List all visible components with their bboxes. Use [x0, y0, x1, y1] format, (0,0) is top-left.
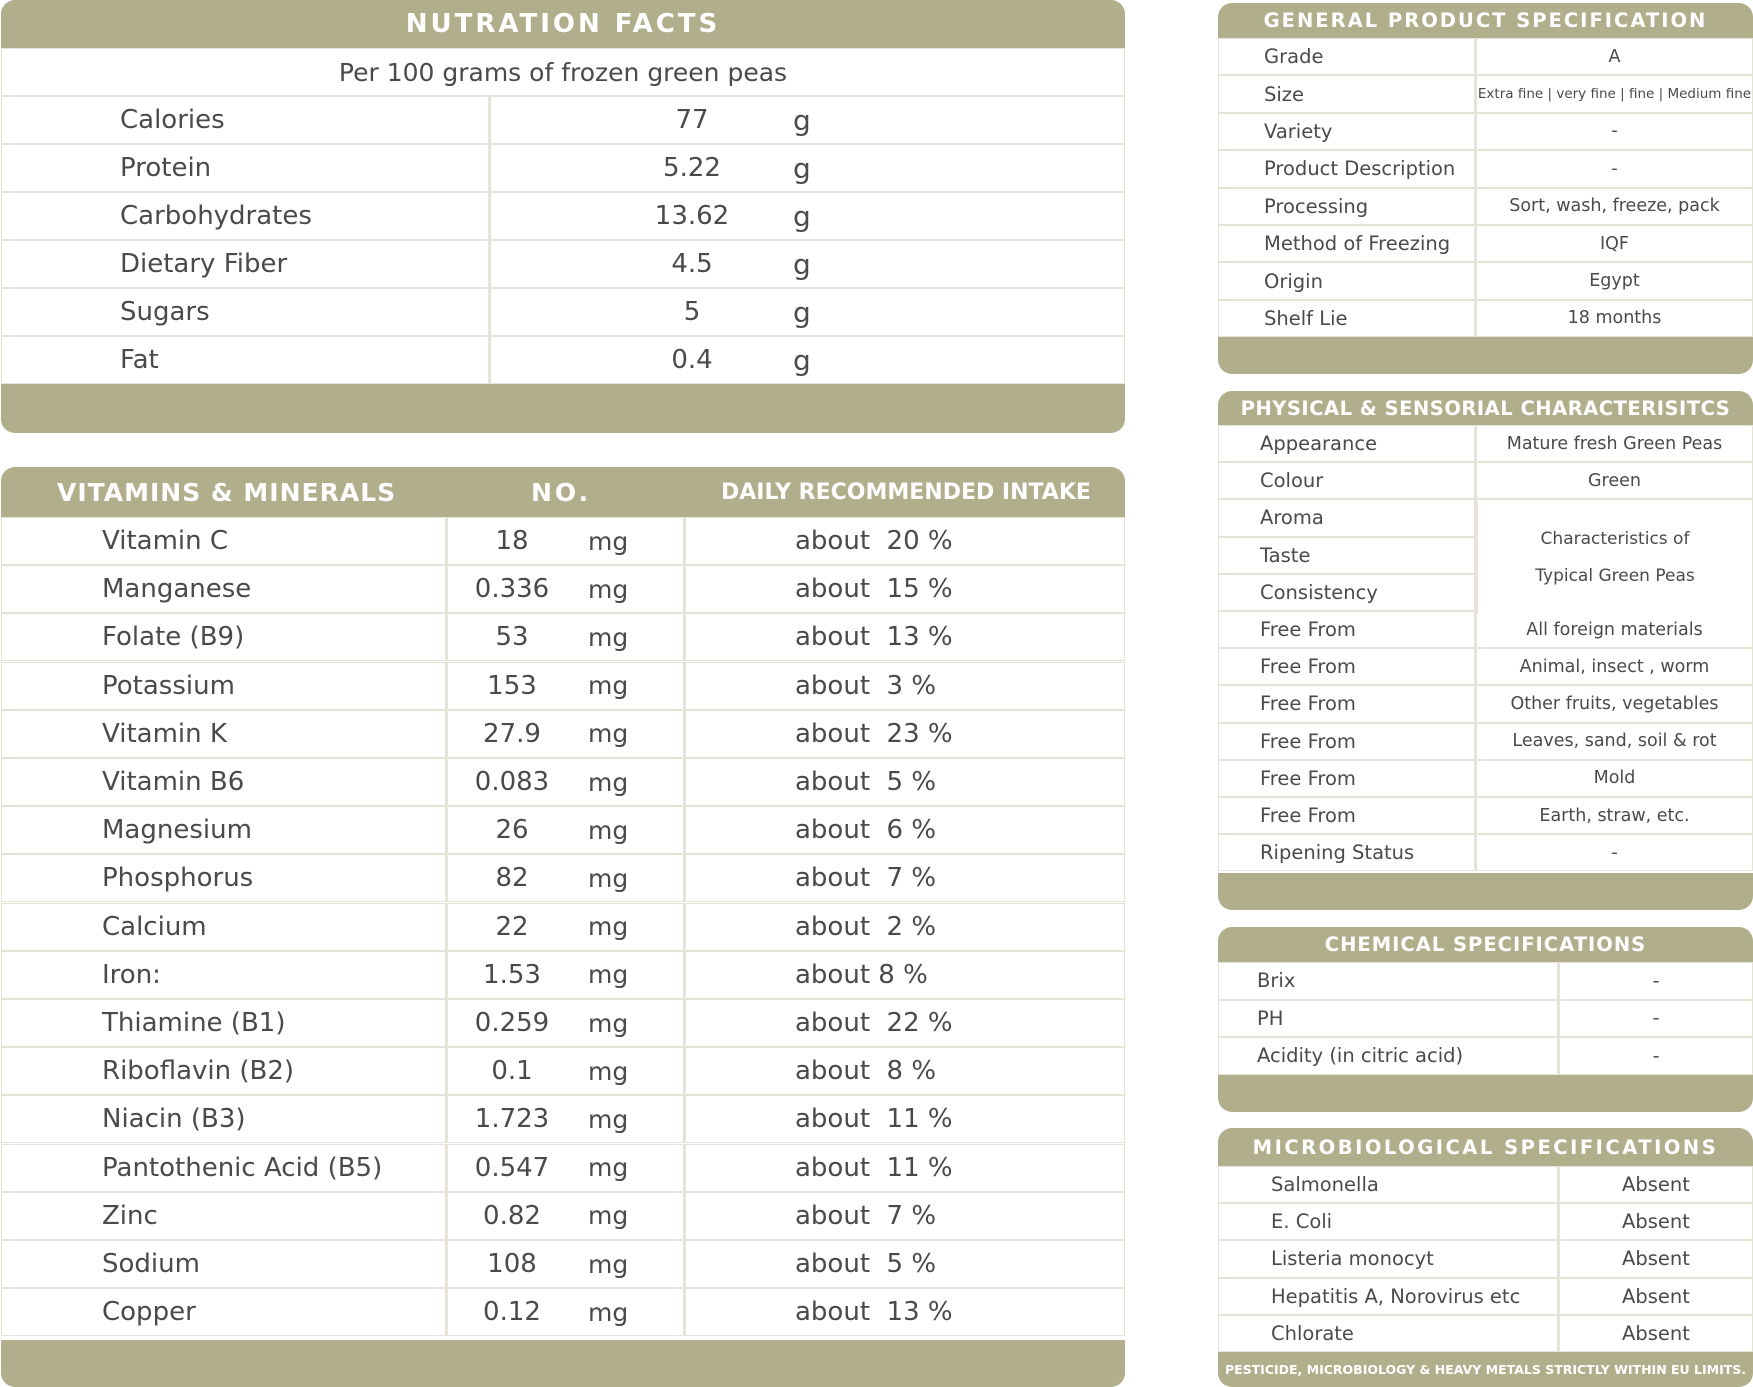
vitamin-name: Sodium — [102, 1249, 200, 1279]
general-row — [1218, 225, 1753, 262]
nutrition-title: NUTRATION FACTS — [1, 0, 1125, 48]
micro-label: E. Coli — [1271, 1210, 1333, 1234]
physical-label: Free From — [1260, 692, 1356, 716]
column-divider — [488, 241, 491, 287]
vitamin-intake: about 5 % — [795, 1249, 937, 1279]
general-label: Grade — [1264, 45, 1324, 69]
general-value: Egypt — [1589, 271, 1640, 292]
column-divider — [445, 518, 448, 564]
chemical-footer-bar — [1218, 1075, 1753, 1112]
vitamin-unit: mg — [588, 719, 629, 749]
general-label: Origin — [1264, 269, 1323, 293]
micro-value: Absent — [1622, 1321, 1690, 1345]
physical-value: Other fruits, vegetables — [1510, 693, 1719, 714]
physical-label: Ripening Status — [1260, 841, 1415, 865]
physical-label: Free From — [1260, 655, 1356, 679]
physical-row — [1218, 462, 1753, 499]
vitamin-value: 0.083 — [474, 767, 550, 797]
general-row — [1218, 113, 1753, 150]
general-value: A — [1608, 46, 1621, 67]
micro-label: Salmonella — [1271, 1173, 1379, 1197]
column-divider — [683, 1241, 686, 1287]
physical-row — [1218, 834, 1753, 871]
vitamin-name: Phosphorus — [102, 863, 254, 894]
micro-label: Listeria monocyt — [1271, 1247, 1434, 1271]
general-row — [1218, 38, 1753, 75]
vitamins-header-name: VITAMINS & MINERALS — [57, 477, 397, 507]
vitamin-name: Vitamin B6 — [102, 767, 245, 797]
nutrient-unit: g — [793, 151, 811, 185]
nutrient-name: Dietary Fiber — [120, 249, 288, 279]
vitamin-value: 0.259 — [474, 1008, 550, 1038]
physical-row — [1218, 760, 1753, 797]
vitamin-intake: about 15 % — [795, 574, 953, 605]
physical-row — [1218, 797, 1753, 834]
column-divider — [445, 1048, 448, 1094]
column-divider — [683, 1193, 686, 1239]
vitamins-footer-bar — [1, 1340, 1125, 1387]
physical-value: Leaves, sand, soil & rot — [1512, 731, 1717, 752]
vitamin-intake: about 13 % — [795, 1297, 953, 1328]
vitamin-name: Magnesium — [102, 815, 252, 846]
column-divider — [683, 663, 686, 709]
micro-value: Absent — [1622, 1284, 1690, 1308]
nutrient-unit: g — [793, 247, 811, 281]
column-divider — [488, 97, 491, 143]
column-divider — [445, 1096, 448, 1142]
vitamin-unit: mg — [588, 671, 629, 701]
vitamin-unit: mg — [588, 1104, 629, 1134]
column-divider — [683, 1096, 686, 1142]
physical-label: Free From — [1260, 804, 1356, 828]
general-row — [1218, 75, 1753, 112]
general-row — [1218, 262, 1753, 299]
general-row — [1218, 188, 1753, 225]
physical-label: Free From — [1260, 618, 1356, 642]
nutrient-unit: g — [793, 343, 811, 377]
chemical-row — [1218, 1000, 1753, 1038]
vitamin-value: 0.1 — [491, 1056, 533, 1087]
chemical-row — [1218, 962, 1753, 1000]
vitamin-unit: mg — [588, 1297, 629, 1327]
general-label: Product Description — [1264, 157, 1456, 181]
vitamin-name: Riboflavin (B2) — [102, 1056, 295, 1087]
column-divider — [683, 1000, 686, 1046]
column-divider — [683, 807, 686, 853]
vitamin-name: Calcium — [102, 911, 207, 942]
micro-value: Absent — [1622, 1247, 1690, 1271]
general-label: Variety — [1264, 119, 1333, 143]
vitamin-intake: about 11 % — [795, 1152, 953, 1183]
vitamin-value: 82 — [495, 863, 529, 894]
physical-row — [1218, 685, 1753, 722]
vitamin-name: Zinc — [102, 1200, 158, 1231]
vitamin-unit: mg — [588, 815, 629, 845]
vitamin-intake: about 7 % — [795, 1200, 937, 1231]
vitamin-name: Pantothenic Acid (B5) — [102, 1152, 383, 1183]
chemical-label: Brix — [1257, 969, 1296, 993]
vitamin-intake: about 8 % — [795, 1056, 937, 1087]
column-divider — [683, 759, 686, 805]
general-value: Extra fine | very fine | fine | Medium fine — [1477, 86, 1752, 103]
general-spec-footer-bar — [1218, 337, 1753, 374]
merged-line-1: Characteristics of — [1540, 529, 1690, 549]
micro-label: Chlorate — [1271, 1321, 1354, 1345]
micro-row — [1218, 1166, 1753, 1203]
general-value: - — [1611, 158, 1618, 179]
vitamin-intake: about 6 % — [795, 815, 937, 846]
vitamins-header-no: NO. — [531, 477, 592, 507]
column-divider — [445, 1000, 448, 1046]
physical-merged-cell — [1475, 502, 1753, 614]
vitamin-row — [1, 613, 1125, 661]
micro-row — [1218, 1240, 1753, 1277]
micro-panel — [1218, 1128, 1753, 1387]
physical-value: Mold — [1593, 768, 1636, 789]
nutrient-unit: g — [793, 199, 811, 233]
column-divider — [445, 1193, 448, 1239]
nutrient-value: 4.5 — [671, 249, 713, 279]
physical-row — [1218, 723, 1753, 760]
column-divider — [683, 711, 686, 757]
general-label: Size — [1264, 82, 1305, 106]
column-divider — [488, 337, 491, 383]
chemical-row — [1218, 1037, 1753, 1075]
vitamin-name: Niacin (B3) — [102, 1104, 246, 1135]
vitamin-unit: mg — [588, 1056, 629, 1086]
vitamin-row — [1, 1144, 1125, 1192]
micro-row — [1218, 1278, 1753, 1315]
vitamin-row — [1, 1240, 1125, 1288]
vitamin-name: Copper — [102, 1297, 196, 1328]
physical-label: Free From — [1260, 766, 1356, 790]
vitamin-row — [1, 1288, 1125, 1336]
physical-row — [1218, 611, 1753, 648]
vitamin-value: 0.82 — [483, 1200, 541, 1231]
vitamin-row — [1, 1047, 1125, 1095]
nutrient-unit: g — [793, 295, 811, 329]
column-divider — [445, 663, 448, 709]
column-divider — [683, 1145, 686, 1191]
vitamin-intake: about 20 % — [795, 526, 953, 556]
nutrient-value: 13.62 — [654, 201, 730, 231]
nutrition-row — [1, 96, 1125, 144]
chemical-label: PH — [1257, 1006, 1284, 1030]
nutrition-row — [1, 192, 1125, 240]
vitamin-intake: about 22 % — [795, 1008, 953, 1038]
micro-footer-bar — [1218, 1352, 1753, 1387]
column-divider — [683, 1289, 686, 1335]
vitamin-value: 1.723 — [474, 1104, 550, 1135]
micro-value: Absent — [1622, 1173, 1690, 1197]
physical-value: Green — [1588, 470, 1641, 491]
physical-label: Appearance — [1260, 432, 1378, 456]
column-divider — [683, 855, 686, 901]
general-value: Sort, wash, freeze, pack — [1509, 196, 1720, 217]
vitamin-name: Manganese — [102, 574, 252, 605]
physical-value: Earth, straw, etc. — [1539, 805, 1690, 826]
micro-row — [1218, 1203, 1753, 1240]
column-divider — [445, 566, 448, 612]
micro-note: PESTICIDE, MICROBIOLOGY & HEAVY METALS STRICTLY WITHIN EU LIMITS. — [1224, 1362, 1747, 1377]
physical-label: Consistency — [1260, 580, 1378, 604]
general-spec-title: GENERAL PRODUCT SPECIFICATION — [1218, 3, 1753, 38]
chemical-value: - — [1652, 1044, 1660, 1067]
nutrient-name: Fat — [120, 345, 159, 375]
vitamin-value: 22 — [495, 911, 529, 942]
physical-label: Free From — [1260, 729, 1356, 753]
physical-footer-bar — [1218, 873, 1753, 910]
physical-value: Animal, insect , worm — [1519, 656, 1710, 677]
nutrient-value: 5.22 — [663, 153, 721, 183]
vitamin-row — [1, 1095, 1125, 1143]
column-divider — [488, 289, 491, 335]
vitamin-unit: mg — [588, 863, 629, 893]
vitamin-intake: about 23 % — [795, 718, 953, 749]
vitamin-row — [1, 565, 1125, 613]
chemical-title: CHEMICAL SPECIFICATIONS — [1218, 927, 1753, 962]
nutrient-unit: g — [793, 103, 811, 137]
vitamin-name: Potassium — [102, 670, 235, 701]
column-divider — [445, 614, 448, 660]
column-divider — [683, 1048, 686, 1094]
vitamin-unit: mg — [588, 1153, 629, 1183]
nutrient-value: 5 — [683, 297, 701, 327]
chemical-value: - — [1652, 1007, 1660, 1030]
column-divider — [683, 952, 686, 998]
vitamin-name: Vitamin C — [102, 526, 229, 556]
vitamin-unit: mg — [588, 622, 629, 652]
nutrient-value: 77 — [675, 105, 709, 135]
physical-value: - — [1611, 842, 1618, 863]
column-divider — [445, 855, 448, 901]
vitamin-name: Thiamine (B1) — [102, 1008, 286, 1038]
physical-label: Colour — [1260, 469, 1324, 493]
vitamin-value: 27.9 — [483, 718, 541, 749]
column-divider — [445, 904, 448, 950]
nutrition-subtitle-row — [1, 48, 1125, 96]
nutrition-row — [1, 240, 1125, 288]
general-row — [1218, 150, 1753, 187]
vitamin-unit: mg — [588, 1201, 629, 1231]
vitamin-name: Folate (B9) — [102, 622, 245, 653]
chemical-panel — [1218, 927, 1753, 1112]
physical-row — [1218, 648, 1753, 685]
nutrient-value: 0.4 — [671, 345, 713, 375]
nutrition-footer-bar — [1, 384, 1125, 433]
physical-panel — [1218, 391, 1753, 910]
vitamin-value: 0.336 — [474, 574, 550, 605]
physical-label: Taste — [1260, 543, 1311, 567]
vitamin-intake: about 13 % — [795, 622, 953, 653]
physical-value: Mature fresh Green Peas — [1506, 433, 1723, 454]
vitamins-panel — [1, 467, 1125, 1387]
chemical-value: - — [1652, 969, 1660, 992]
column-divider — [445, 1241, 448, 1287]
micro-value: Absent — [1622, 1210, 1690, 1234]
micro-title: MICROBIOLOGICAL SPECIFICATIONS — [1218, 1128, 1753, 1166]
vitamin-name: Iron: — [102, 959, 161, 990]
merged-line-2: Typical Green Peas — [1535, 566, 1695, 586]
column-divider — [445, 807, 448, 853]
column-divider — [445, 1145, 448, 1191]
vitamin-value: 1.53 — [483, 959, 541, 990]
general-value: - — [1611, 121, 1618, 142]
nutrient-name: Protein — [120, 153, 212, 183]
vitamin-value: 108 — [487, 1249, 537, 1279]
vitamins-header-intake: DAILY RECOMMENDED INTAKE — [721, 479, 1091, 505]
micro-row — [1218, 1315, 1753, 1352]
vitamin-intake: about 11 % — [795, 1104, 953, 1135]
vitamin-row — [1, 854, 1125, 902]
nutrition-row — [1, 336, 1125, 384]
nutrient-name: Sugars — [120, 297, 210, 327]
general-label: Processing — [1264, 194, 1369, 218]
general-label: Method of Freezing — [1264, 232, 1451, 256]
nutrition-row — [1, 288, 1125, 336]
vitamin-intake: about 2 % — [795, 911, 937, 942]
vitamin-value: 153 — [487, 670, 537, 701]
vitamin-row — [1, 710, 1125, 758]
general-value: 18 months — [1567, 308, 1662, 329]
column-divider — [683, 566, 686, 612]
vitamin-intake: about 8 % — [795, 959, 928, 990]
vitamin-row — [1, 517, 1125, 565]
vitamin-row — [1, 999, 1125, 1047]
vitamin-name: Vitamin K — [102, 718, 227, 749]
vitamin-value: 53 — [495, 622, 529, 653]
vitamin-value: 0.547 — [474, 1152, 550, 1183]
column-divider — [488, 145, 491, 191]
physical-title: PHYSICAL & SENSORIAL CHARACTERISITCS — [1218, 391, 1753, 425]
vitamin-row — [1, 806, 1125, 854]
vitamin-unit: mg — [588, 1008, 629, 1038]
physical-value: All foreign materials — [1526, 619, 1703, 640]
vitamin-unit: mg — [588, 767, 629, 797]
general-value: IQF — [1599, 233, 1629, 254]
column-divider — [683, 614, 686, 660]
vitamin-unit: mg — [588, 526, 629, 556]
nutrition-row — [1, 144, 1125, 192]
general-spec-panel — [1218, 3, 1753, 374]
column-divider — [445, 759, 448, 805]
column-divider — [488, 193, 491, 239]
vitamins-header — [1, 467, 1125, 517]
column-divider — [445, 952, 448, 998]
vitamin-intake: about 7 % — [795, 863, 937, 894]
column-divider — [683, 518, 686, 564]
nutrition-facts-panel — [1, 0, 1125, 433]
vitamin-value: 26 — [495, 815, 529, 846]
general-row — [1218, 300, 1753, 337]
vitamin-unit: mg — [588, 1249, 629, 1279]
general-label: Shelf Lie — [1264, 306, 1348, 330]
vitamin-row — [1, 903, 1125, 951]
vitamin-intake: about 5 % — [795, 767, 937, 797]
column-divider — [445, 711, 448, 757]
vitamin-value: 0.12 — [483, 1297, 541, 1328]
vitamin-unit: mg — [588, 960, 629, 990]
nutrient-name: Carbohydrates — [120, 201, 312, 231]
vitamin-row — [1, 662, 1125, 710]
vitamin-row — [1, 951, 1125, 999]
nutrition-subtitle: Per 100 grams of frozen green peas — [338, 57, 788, 87]
physical-label: Aroma — [1260, 506, 1324, 530]
chemical-label: Acidity (in citric acid) — [1257, 1044, 1464, 1068]
physical-row — [1218, 425, 1753, 462]
column-divider — [445, 1289, 448, 1335]
vitamin-value: 18 — [495, 526, 529, 556]
vitamin-row — [1, 1192, 1125, 1240]
vitamin-unit: mg — [588, 912, 629, 942]
vitamin-intake: about 3 % — [795, 670, 937, 701]
vitamin-row — [1, 758, 1125, 806]
micro-label: Hepatitis A, Norovirus etc — [1271, 1284, 1521, 1308]
vitamin-unit: mg — [588, 574, 629, 604]
nutrient-name: Calories — [120, 105, 225, 135]
column-divider — [683, 904, 686, 950]
